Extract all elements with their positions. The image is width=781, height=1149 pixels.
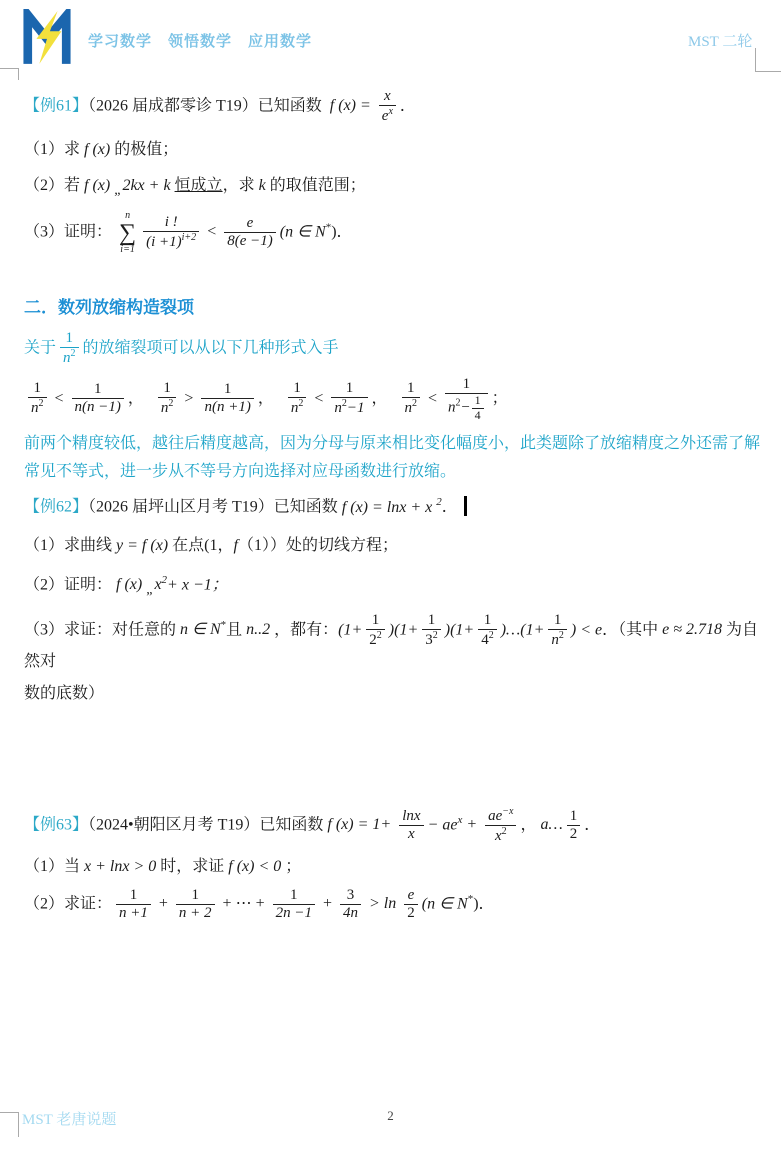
part-number: （1）求曲线 [24, 536, 113, 554]
crop-mark-top-left-v [18, 68, 19, 80]
part-text: ．（其中 [602, 621, 659, 639]
ex62-source: （2026 届坪山区月考 T19）已知函数 [88, 498, 338, 516]
numerator: 1 [553, 612, 562, 628]
ex61-part3 [24, 211, 760, 255]
fraction [404, 887, 418, 923]
ex61-label: 【例61】 [24, 97, 89, 115]
point-open: (1， [204, 536, 234, 554]
f-argument: （1） [237, 536, 270, 554]
part-text: ，都有： [274, 621, 339, 639]
document-body[interactable] [24, 88, 760, 923]
ex63-part1 [24, 855, 760, 879]
ex63-label: 【例63】 [24, 815, 89, 833]
numerator: 1 [569, 807, 578, 824]
ex62-part3-wrap: 数的底数） [24, 684, 105, 702]
denominator: n + 2 [176, 904, 215, 922]
denominator: 8(e −1) [224, 232, 276, 250]
sum-upper-limit: n [125, 209, 131, 221]
part-text: 且 [226, 621, 243, 639]
denominator: $(i +1)^{i+2}$ [143, 231, 199, 251]
numerator: e [407, 887, 415, 903]
denominator: $3^2$ [422, 629, 441, 649]
ex62-part3 [24, 612, 760, 674]
part-number: （2）求证： [24, 895, 113, 913]
period: ． [584, 815, 601, 833]
denominator: $e^x$ [379, 105, 396, 125]
math-x: x [154, 576, 162, 593]
star-superscript: * [325, 220, 332, 233]
numerator: 1 [129, 887, 138, 903]
denominator: $x^2$ [485, 825, 516, 845]
part-number: （2）证明： [24, 576, 113, 593]
plus: + [158, 895, 168, 913]
numerator: 1 [371, 612, 380, 628]
ex62-title [24, 494, 760, 519]
crop-mark-top-right-h [755, 71, 781, 72]
separator: ； [491, 389, 508, 407]
mst-logo [22, 9, 72, 70]
ex63-source: （2024•朝阳区月考 T19）已知函数 [88, 815, 324, 833]
math-expression: 2kx + k [122, 176, 171, 194]
part-number: （3）求证：对任意的 [24, 621, 177, 639]
fraction [201, 381, 253, 417]
numerator: lnx [402, 807, 421, 824]
text-cursor [464, 496, 467, 516]
superscript: x [457, 813, 463, 826]
ex61-function: f (x) = [329, 97, 371, 115]
math-fx: f (x) [84, 140, 111, 158]
gt-ln: > ln [369, 895, 397, 913]
math-domain: n ∈ N [180, 621, 221, 639]
math-n-geq-2: n..2 [246, 621, 271, 639]
op-symbol: < [314, 389, 324, 407]
math-domain: (n ∈ N [421, 895, 468, 913]
numerator: 1 [345, 380, 354, 397]
underlined-text: 恒成立 [174, 176, 223, 194]
ex62-label: 【例62】 [24, 498, 89, 516]
numerator: 1 [163, 380, 171, 397]
fraction [422, 612, 441, 650]
numerator: 1 [290, 887, 298, 903]
fraction [331, 380, 367, 418]
numerator: 1 [93, 381, 102, 398]
sigma-symbol: ∑ [119, 219, 137, 246]
denominator: n(n +1) [201, 398, 253, 416]
star-superscript: * [220, 619, 227, 632]
sum-lower-limit: i=1 [120, 243, 135, 255]
part-text: ）处的切线方程； [269, 536, 398, 554]
summation [119, 211, 136, 255]
math-a-geq: a… [540, 815, 563, 833]
product-mid: )(1+ [388, 621, 419, 639]
mst-logo-graphic [22, 9, 72, 65]
ex61-source: （2026 届成都零诊 T19）已知函数 [88, 97, 322, 115]
math-k: k [258, 176, 266, 194]
denominator: 4n [340, 904, 361, 922]
part-number: （1）当 [24, 858, 81, 875]
fraction [116, 887, 151, 923]
math-fx-lt-0: f (x) < 0 [228, 858, 282, 875]
math-f: f [233, 536, 238, 554]
plus: + [322, 895, 332, 913]
fraction [567, 808, 581, 844]
denominator: $n^2$ [60, 347, 79, 367]
numerator: x [384, 88, 391, 104]
fraction [28, 380, 47, 418]
denominator: n(n −1) [72, 398, 124, 416]
fraction [288, 380, 307, 418]
op-symbol: < [428, 389, 438, 407]
part-number: （1）求 [24, 140, 81, 158]
fraction [158, 380, 177, 418]
fraction [60, 330, 79, 368]
nested-fraction [472, 394, 484, 423]
ex61-part2 [24, 174, 760, 201]
ex63-part2 [24, 887, 760, 923]
ex62-function: f (x) = lnx + x [341, 498, 433, 516]
denominator: 2 [404, 904, 418, 922]
fraction [402, 380, 421, 418]
page-number: 2 [387, 1108, 394, 1123]
denominator: $n^2-$ $\frac{1}{4}$ [445, 393, 488, 423]
denominator: $2^2$ [366, 629, 385, 649]
math-domain: (n ∈ N [279, 223, 326, 241]
intro-text: 关于 [24, 339, 57, 357]
fraction [548, 612, 567, 650]
numerator: i ! [164, 213, 178, 230]
ex61-title [24, 88, 760, 126]
numerator: 3 [346, 887, 355, 903]
lt-e: ) < e [570, 621, 603, 639]
op-symbol: > [184, 389, 194, 407]
fraction [485, 806, 516, 846]
comma: ， [520, 815, 537, 833]
math-curve: y = f (x) [116, 536, 169, 554]
numerator: 1 [33, 380, 41, 397]
superscript: 2 [436, 496, 442, 509]
numerator: $ae^{-x}$ [488, 805, 514, 824]
fraction [379, 88, 396, 126]
crop-mark-top-right-v [755, 48, 756, 72]
denominator: 2n −1 [273, 904, 315, 922]
denominator: $n^2-1$ [331, 397, 367, 417]
math-fx: f (x) [116, 576, 143, 593]
intro-text: 的放缩裂项可以从以下几种形式入手 [82, 339, 339, 357]
ex61-part1 [24, 138, 760, 162]
part-number: （3）证明： [24, 223, 113, 241]
ex62-part2 [24, 572, 760, 600]
plus: + [466, 815, 478, 833]
fraction [340, 887, 361, 923]
numerator: 1 [407, 380, 415, 397]
math-e-approx: e ≈ 2.718 [662, 621, 723, 639]
math-fx: f (x) [84, 176, 111, 194]
numerator: 1 [462, 375, 471, 392]
plus-cdots-plus: + ⋯ + [222, 895, 265, 913]
op-symbol: < [54, 389, 64, 407]
fraction [366, 612, 385, 650]
part-number: （2）若 [24, 176, 81, 194]
part-text: 的极值； [114, 140, 179, 158]
ex63-title [24, 806, 760, 846]
denominator: 2 [567, 825, 581, 843]
ex63-function: f (x) = 1+ [327, 815, 392, 833]
section-heading: 二．数列放缩构造裂项 [24, 297, 194, 317]
numerator: 1 [483, 612, 492, 628]
numerator: 1 [191, 887, 199, 903]
period: ． [399, 97, 416, 115]
superscript: 2 [161, 573, 168, 586]
separator: ， [371, 389, 388, 407]
numerator: 1 [65, 330, 74, 346]
denominator: $n^2$ [402, 397, 421, 417]
inequality-row [24, 376, 760, 423]
part-text: 为自然对 [24, 621, 759, 670]
denominator: $4^2$ [478, 629, 497, 649]
separator: ， [257, 389, 274, 407]
product-ellipsis: )…(1+ [500, 621, 545, 639]
crop-mark-top-left-h [0, 68, 18, 69]
fraction [273, 887, 315, 923]
fraction [72, 381, 124, 417]
leq-symbol: „ [114, 182, 119, 198]
section-intro [24, 330, 760, 368]
geq-symbol: „ [146, 582, 151, 597]
header-slogan: 学习数学 领悟数学 应用数学 [88, 33, 313, 50]
fraction [399, 808, 423, 844]
denominator: x [399, 825, 423, 843]
part-text: ，求 [222, 176, 255, 194]
lt-symbol: < [207, 223, 217, 241]
part-text: 在点 [172, 536, 205, 554]
math-condition: x + lnx > 0 [84, 858, 157, 875]
math-expression: + x −1； [167, 576, 228, 593]
closing: )． [473, 895, 495, 913]
part-text: 的取值范围； [269, 176, 366, 194]
star-superscript: * [467, 893, 474, 906]
ex62-part1 [24, 534, 760, 558]
product-open: (1+ [338, 621, 363, 639]
separator: ， [127, 389, 144, 407]
denominator: $n^2$ [158, 397, 177, 417]
numerator: 1 [293, 380, 301, 397]
denominator: $n^2$ [28, 397, 47, 417]
fraction [445, 376, 488, 423]
fraction [478, 612, 497, 650]
denominator: n +1 [116, 904, 151, 922]
denominator: $n^2$ [548, 629, 567, 649]
closing: )． [331, 223, 353, 241]
footer-brand: MST 老唐说题 [22, 1112, 117, 1128]
numerator: e [246, 214, 254, 231]
math-ae: − ae [427, 815, 458, 833]
header-edition: MST 二轮 [688, 34, 753, 50]
section-note: 前两个精度较低，越往后精度越高，因为分母与原来相比变化幅度小，此类题除了放缩精度之外还需了解常见不等式，进一步从不等号方向选择对应母函数进行放缩。 [24, 435, 761, 481]
logo-lightning-bolt [36, 11, 61, 64]
fraction [143, 214, 199, 252]
fraction [224, 215, 276, 251]
part-text: ； [285, 858, 302, 875]
numerator: 1 [474, 392, 481, 407]
period: ． [441, 498, 458, 516]
numerator: 1 [223, 381, 232, 398]
denominator: $n^2$ [288, 397, 307, 417]
denominator: 4 [472, 408, 484, 423]
fraction [176, 887, 215, 923]
part-text: 时，求证 [160, 858, 225, 875]
numerator: 1 [427, 612, 436, 628]
product-mid: )(1+ [444, 621, 475, 639]
